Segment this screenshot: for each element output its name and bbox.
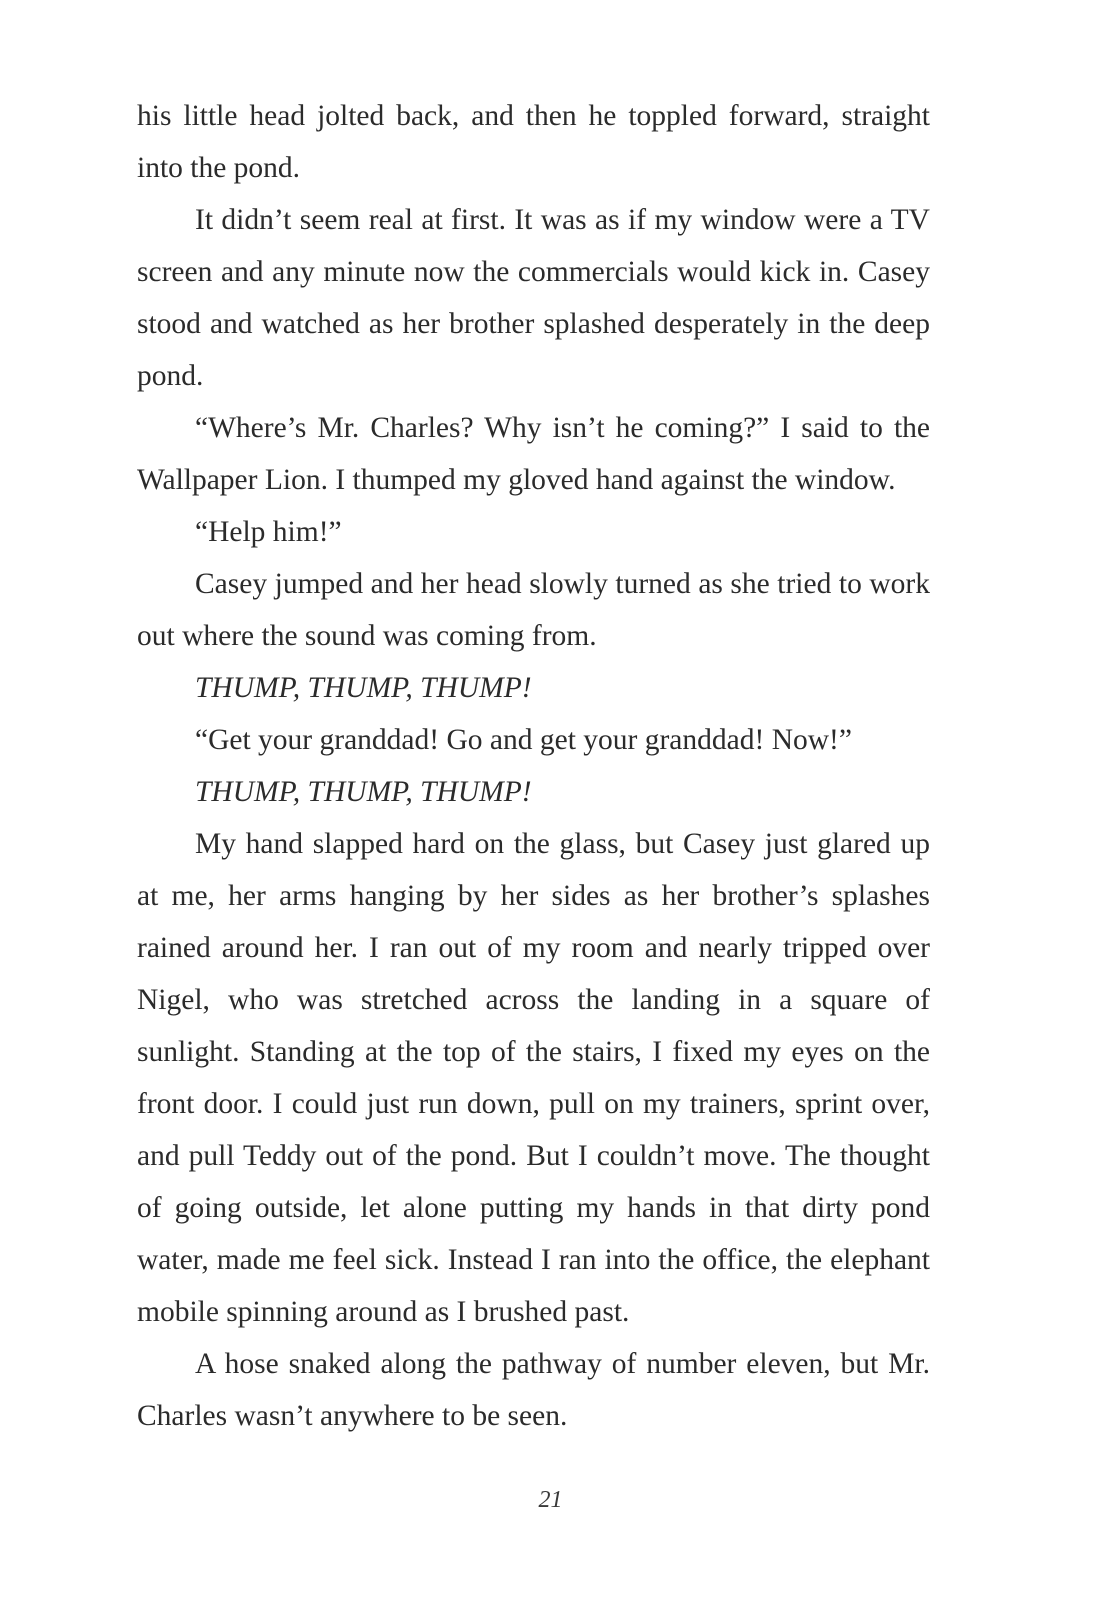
paragraph-5: Casey jumped and her head slowly turned as she tried to work out where the sound was coming from. bbox=[137, 568, 930, 652]
paragraph-7: “Get your granddad! Go and get your granddad! Now!” bbox=[195, 724, 852, 756]
page-number: 21 bbox=[538, 1487, 563, 1513]
paragraph-2: It didn’t seem real at first. It was as if my window were a TV screen and any minute now the commercials would kick in. Casey stood and watched as her brother splashed desperately in the deep pond. bbox=[137, 204, 930, 392]
paragraph-9: My hand slapped hard on the glass, but Casey just glared up at me, her arms hanging by her sides as her brother’s splashes rained around her. I ran out of my room and nearly tripped over Nigel, who was stretched across the landing in a square of sunlight. Standing at the top of the stairs, I fixed my eyes on the front door. I could just run down, pull on my trainers, sprint over, and pull Teddy out of the pond. But I couldn’t move. The thought of going outside, let alone putting my hands in that dirty pond water, made me feel sick. Instead I ran into the office, the elephant mobile spinning around as I brushed past. bbox=[137, 828, 930, 1328]
paragraph-3: “Where’s Mr. Charles? Why isn’t he coming?” I said to the Wallpaper Lion. I thumped my gloved hand against the window. bbox=[137, 412, 930, 496]
paragraph-1: his little head jolted back, and then he toppled forward, straight into the pond. bbox=[137, 100, 930, 184]
paragraph-4: “Help him!” bbox=[195, 516, 342, 548]
paragraph-8-sound-effect: THUMP, THUMP, THUMP! bbox=[195, 776, 532, 808]
body-text bbox=[137, 90, 930, 1442]
paragraph-6-sound-effect: THUMP, THUMP, THUMP! bbox=[195, 672, 532, 704]
paragraph-10: A hose snaked along the pathway of number eleven, but Mr. Charles wasn’t anywhere to be seen. bbox=[137, 1348, 930, 1432]
